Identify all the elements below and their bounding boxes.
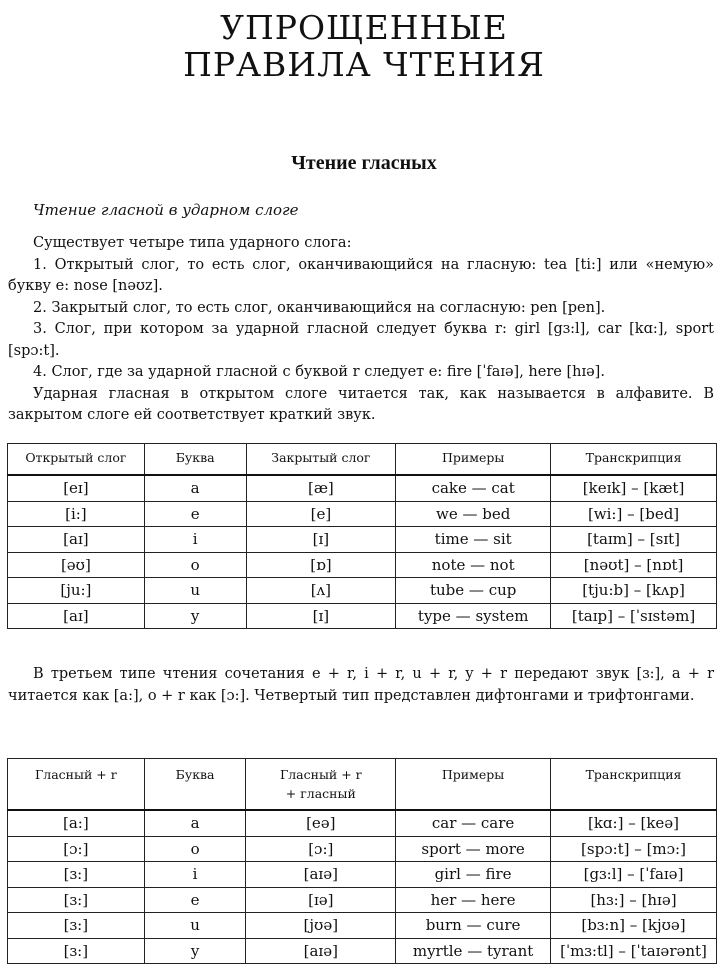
- column-header: Примеры: [396, 444, 551, 476]
- table-cell: [e]: [246, 501, 396, 527]
- table-cell: [aɪ]: [8, 527, 145, 553]
- intro-paragraph: 2. Закрытый слог, то есть слог, оканчивающийся на согласную: pen [pen].: [33, 299, 606, 316]
- table-cell: myrtle — tyrant: [396, 938, 551, 964]
- table-cell: i: [144, 862, 246, 888]
- table-row: [8, 552, 717, 578]
- table-row: [8, 810, 717, 836]
- italic-heading: Чтение гласной в ударном слоге: [33, 201, 299, 219]
- section-title: Чтение гласных: [291, 152, 437, 174]
- table-row: [8, 887, 717, 913]
- table-cell: o: [144, 552, 246, 578]
- intro-paragraph: 3. Слог, при котором за ударной гласной следует буква r: girl [gɜ:l], car [kɑ:], sport [spɔ:t].: [8, 321, 714, 359]
- table-cell: girl — fire: [396, 862, 551, 888]
- table-cell: [ɔ:]: [246, 836, 396, 862]
- table-row: [8, 501, 717, 527]
- table-cell: [spɔ:t] – [mɔ:]: [551, 836, 717, 862]
- column-header: Транскрипция: [551, 444, 717, 476]
- table-cell: [i:]: [8, 501, 145, 527]
- table-cell: [nəʊt] – [nɒt]: [551, 552, 717, 578]
- table-cell: [æ]: [246, 475, 396, 501]
- table-cell: e: [144, 887, 246, 913]
- table-cell: [hɜ:] – [hɪə]: [551, 887, 717, 913]
- table-cell: [ɜ:]: [8, 887, 145, 913]
- intro-paragraph: Существует четыре типа ударного слога:: [33, 235, 352, 251]
- table-cell: [ˈmɜ:tl] – [ˈtaɪərənt]: [551, 938, 717, 964]
- table-cell: a: [144, 475, 246, 501]
- intro-paragraph: 1. Открытый слог, то есть слог, оканчивающийся на гласную: tea [ti:] или «немую» букву e: nose [nəʊz].: [8, 256, 714, 294]
- table-cell: [ʌ]: [246, 578, 396, 604]
- table-cell: [eɪ]: [8, 475, 145, 501]
- table-row: [8, 862, 717, 888]
- table-cell: i: [144, 527, 246, 553]
- table-cell: car — care: [396, 810, 551, 836]
- table-cell: [wi:] – [bed]: [551, 501, 717, 527]
- table-row: [8, 527, 717, 553]
- table-header-row: [8, 444, 717, 476]
- table-row: [8, 836, 717, 862]
- table-cell: o: [144, 836, 246, 862]
- middle-paragraph: В третьем типе чтения сочетания e + r, i + r, u + r, y + r передают звук [ɜ:], a + r читается как [a:], o + r как [ɔ:]. Четвертый тип представлен дифтонгами и трифтонгами.: [8, 666, 714, 704]
- table-cell: [ɜ:]: [8, 913, 145, 939]
- table-cell: [a:]: [8, 810, 145, 836]
- table-row: [8, 938, 717, 964]
- table-cell: cake — cat: [396, 475, 551, 501]
- table-cell: [ɔ:]: [8, 836, 145, 862]
- table-cell: [bɜ:n] – [kjʊə]: [551, 913, 717, 939]
- middle-text: [8, 664, 714, 707]
- table-cell: [ɜ:]: [8, 938, 145, 964]
- vowel-r-table: [7, 758, 717, 964]
- page-title-line-1: УПРОЩЕННЫЕ: [220, 8, 508, 47]
- open-closed-syllable-table: [7, 443, 717, 629]
- column-header: Буква: [144, 759, 246, 811]
- intro-paragraph: Ударная гласная в открытом слоге читается так, как называется в алфавите. В закрытом слоге ей соответствует краткий звук.: [8, 385, 714, 423]
- column-header: Гласный + r + гласный: [246, 759, 396, 811]
- page-title-line-2: ПРАВИЛА ЧТЕНИЯ: [183, 45, 545, 84]
- table-cell: [kɑ:] – [keə]: [551, 810, 717, 836]
- table-cell: u: [144, 578, 246, 604]
- table-cell: sport — more: [396, 836, 551, 862]
- table-cell: [gɜ:l] – [ˈfaɪə]: [551, 862, 717, 888]
- table-cell: e: [144, 501, 246, 527]
- table-cell: y: [144, 603, 246, 629]
- intro-paragraph: 4. Слог, где за ударной гласной с буквой r следует e: fire [ˈfaɪə], here [hɪə].: [33, 364, 605, 380]
- table-cell: [jʊə]: [246, 913, 396, 939]
- table-row: [8, 475, 717, 501]
- table-cell: [aɪə]: [246, 938, 396, 964]
- table-cell: [ɪ]: [246, 603, 396, 629]
- table-cell: her — here: [396, 887, 551, 913]
- table-cell: a: [144, 810, 246, 836]
- table-cell: [əʊ]: [8, 552, 145, 578]
- table-cell: [taɪm] – [sɪt]: [551, 527, 717, 553]
- column-header: Гласный + r: [8, 759, 145, 811]
- table-cell: note — not: [396, 552, 551, 578]
- column-header: Открытый слог: [8, 444, 145, 476]
- table-cell: [ju:]: [8, 578, 145, 604]
- column-header: Буква: [144, 444, 246, 476]
- table-cell: [tju:b] – [kʌp]: [551, 578, 717, 604]
- table-cell: [taɪp] – [ˈsɪstəm]: [551, 603, 717, 629]
- table-cell: [aɪə]: [246, 862, 396, 888]
- column-header: Примеры: [396, 759, 551, 811]
- table-cell: [ɪ]: [246, 527, 396, 553]
- table-cell: y: [144, 938, 246, 964]
- table-cell: [ɒ]: [246, 552, 396, 578]
- intro-text: [8, 233, 714, 427]
- table-cell: [keɪk] – [kæt]: [551, 475, 717, 501]
- table-header-row: [8, 759, 717, 811]
- table-cell: [ɪə]: [246, 887, 396, 913]
- table-cell: tube — cup: [396, 578, 551, 604]
- table-cell: [ɜ:]: [8, 862, 145, 888]
- column-header: Транскрипция: [551, 759, 717, 811]
- table-cell: [eə]: [246, 810, 396, 836]
- table-row: [8, 603, 717, 629]
- table-cell: [aɪ]: [8, 603, 145, 629]
- table-row: [8, 578, 717, 604]
- table-cell: we — bed: [396, 501, 551, 527]
- table-cell: type — system: [396, 603, 551, 629]
- table-cell: burn — cure: [396, 913, 551, 939]
- column-header: Закрытый слог: [246, 444, 396, 476]
- table-cell: u: [144, 913, 246, 939]
- table-cell: time — sit: [396, 527, 551, 553]
- table-row: [8, 913, 717, 939]
